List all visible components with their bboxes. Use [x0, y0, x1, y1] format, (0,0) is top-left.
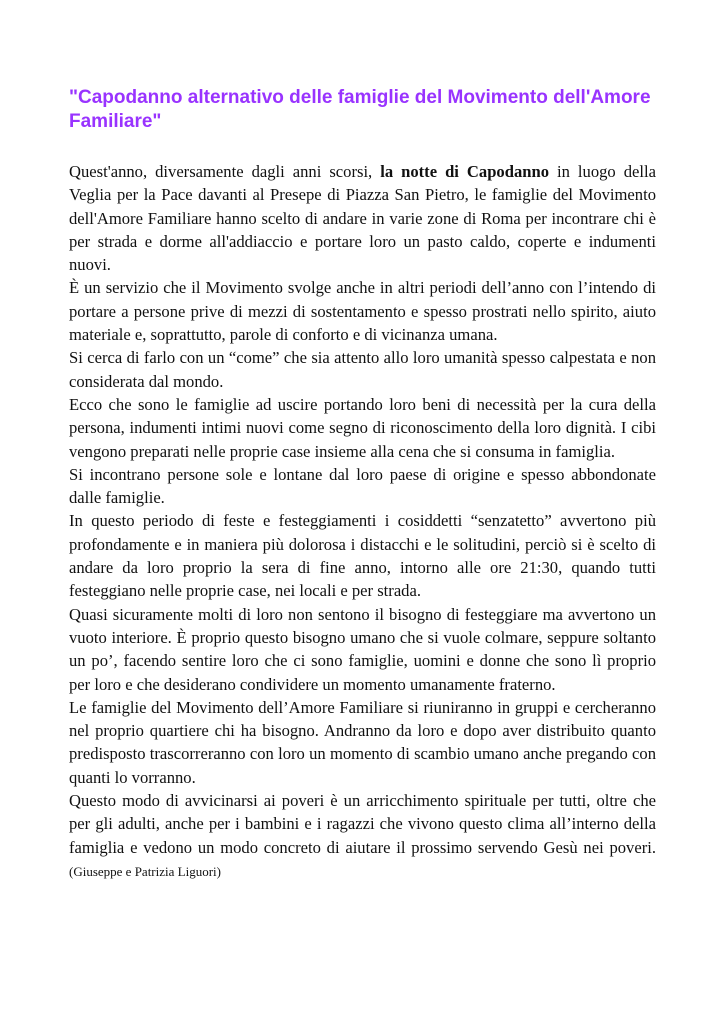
paragraph-6: In questo periodo di feste e festeggiamenti i cosiddetti “senzatetto” avvertono più profondamente e in maniera più dolorosa i distacchi e le solitudini, perciò si è scelto di andare da loro proprio la sera di fine anno, intorno alle ore 21:30, quando tutti festeggiano nelle proprie case, nei locali e per strada.: [69, 511, 656, 601]
paragraph-4: Ecco che sono le famiglie ad uscire portando loro beni di necessità per la cura della persona, indumenti intimi nuovi come segno di riconoscimento della loro dignità. I cibi vengono preparati nelle proprie case insieme alla cena che si consuma in famiglia.: [69, 394, 656, 461]
paragraph-1: [69, 160, 656, 276]
paragraph-3: Si cerca di farlo con un “come” che sia attento allo loro umanità spesso calpestata e non considerata dal mondo.: [69, 348, 656, 391]
paragraph-5: Si incontrano persone sole e lontane dal loro paese di origine e spesso abbondonate dalle famiglie.: [69, 464, 656, 508]
document-title: "Capodanno alternativo delle famiglie del Movimento dell'Amore Familiare": [69, 87, 651, 132]
document-page: [69, 86, 656, 883]
paragraph-9: [69, 789, 656, 883]
paragraph-1-rest: in luogo della Veglia per la Pace davanti al Presepe di Piazza San Pietro, le famiglie del Movimento dell'Amore Familiare hanno scelto di andare in varie zone di Roma per incontrare chi è per strada e dorme all'addiaccio e portare loro un pasto caldo, coperte e indumenti nuovi.: [69, 162, 656, 275]
paragraph-1-intro: Quest'anno, diversamente dagli anni scorsi,: [69, 162, 381, 181]
paragraph-7: Quasi sicuramente molti di loro non sentono il bisogno di festeggiare ma avvertono un vuoto interiore. È proprio questo bisogno umano che si vuole colmare, seppure soltanto un po’, facendo sentire loro che ci sono famiglie, uomini e donne che sono lì proprio per loro e che desiderano condividere un momento umanamente fraterno.: [69, 604, 656, 694]
signature: (Giuseppe e Patrizia Liguori): [69, 863, 221, 879]
document-body: [69, 160, 656, 883]
paragraph-8: Le famiglie del Movimento dell’Amore Familiare si riuniranno in gruppi e cercheranno nel proprio quartiere chi ha bisogno. Andranno da loro e dopo aver distribuito quanto predisposto trascorreranno con loro un momento di scambio umano anche pregando con quanti lo vorranno.: [69, 697, 656, 787]
paragraph-2: È un servizio che il Movimento svolge anche in altri periodi dell’anno con l’intendo di portare a persone prive di mezzi di sostentamento e spesso prostrati nello spirito, aiuto materiale e, soprattutto, parole di conforto e di vicinanza umana.: [69, 278, 656, 345]
paragraph-9-text: Questo modo di avvicinarsi ai poveri è un arricchimento spirituale per tutti, oltre che per gli adulti, anche per i bambini e i ragazzi che vivono questo clima all’interno della famiglia e vedono un modo concreto di aiutare il prossimo servendo Gesù nei poveri.: [69, 791, 656, 857]
paragraph-1-emphasis: la notte di Capodanno: [380, 162, 550, 181]
